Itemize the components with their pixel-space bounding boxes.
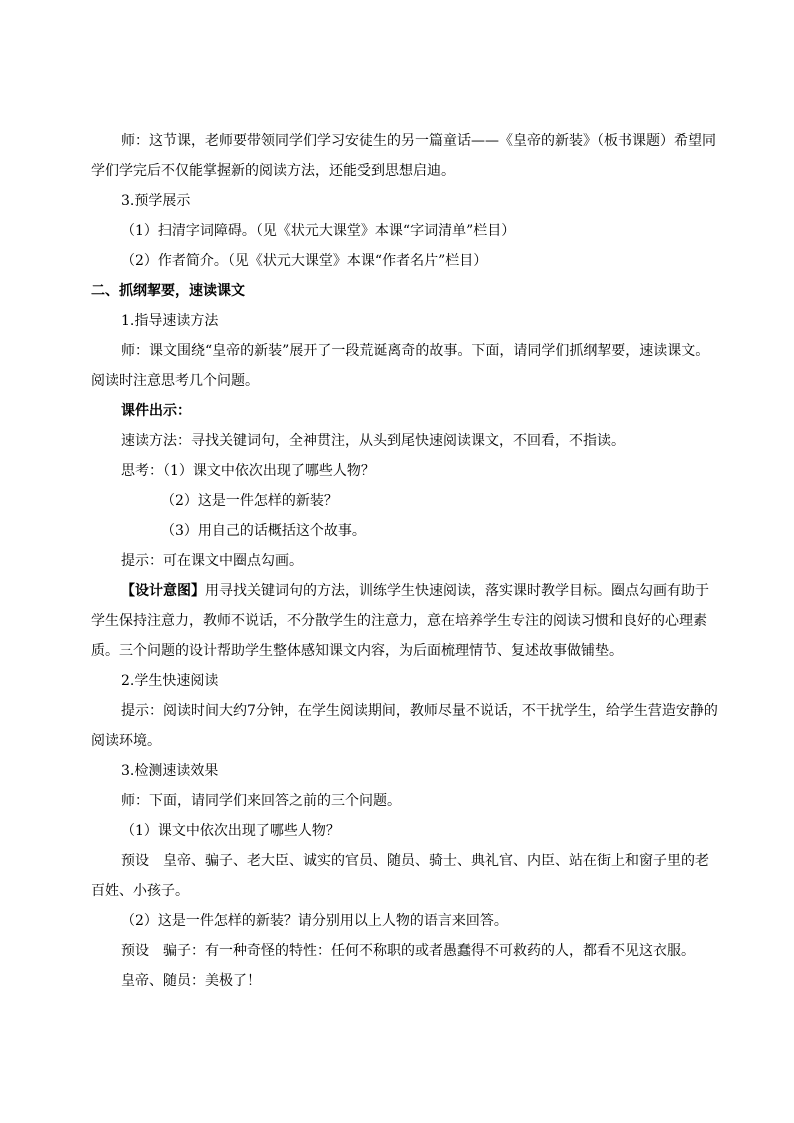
heading-reading-method: 1.指导速读方法 <box>121 313 219 329</box>
answer-emperor: 皇帝、随员：美极了！ <box>121 973 261 989</box>
question-2: （2）这是一件怎样的新装？ <box>161 493 338 509</box>
paragraph-teacher-intro: 师：这节课，老师要带领同学们学习安徒生的另一篇童话——《皇帝的新装》（板书课题）希望同学们学完后不仅能掌握新的阅读方法，还能受到思想启迪。 <box>91 133 716 179</box>
paragraph-author-intro: （2）作者简介。（见《状元大课堂》本课“作者名片”栏目） <box>121 253 488 269</box>
design-intent-label: 【设计意图】 <box>121 583 205 599</box>
paragraph-teacher-guide: 师：课文围绕“皇帝的新装”展开了一段荒诞离奇的故事。下面，请同学们抓纲挈要，速读课文。阅读时注意思考几个问题。 <box>91 343 710 389</box>
heading-preview-display: 3.预学展示 <box>121 193 191 209</box>
question-1: 思考：（1）课文中依次出现了哪些人物？ <box>121 463 375 479</box>
paragraph-reading-hint: 提示：阅读时间大约7分钟，在学生阅读期间，教师尽量不说话，不干扰学生，给学生营造安静的阅读环境。 <box>91 703 718 749</box>
question-new-clothes: （2）这是一件怎样的新装？请分别用以上人物的语言来回答。 <box>121 913 508 929</box>
answer-swindlers: 预设 骗子：有一种奇怪的特性：任何不称职的或者愚蠢得不可救药的人，都看不见这衣服。 <box>121 943 695 959</box>
paragraph-hint: 提示：可在课文中圈点勾画。 <box>121 553 303 569</box>
document-body <box>91 126 719 996</box>
question-3: （3）用自己的话概括这个故事。 <box>161 523 366 539</box>
paragraph-teacher-question: 师：下面，请同学们来回答之前的三个问题。 <box>121 793 401 809</box>
question-characters: （1）课文中依次出现了哪些人物？ <box>121 823 340 839</box>
paragraph-vocabulary: （1）扫清字词障碍。（见《状元大课堂》本课“字词清单”栏目） <box>121 223 516 239</box>
paragraph-speed-method: 速读方法：寻找关键词句，全神贯注，从头到尾快速阅读课文，不回看，不指读。 <box>121 433 625 449</box>
paragraph-design-intent <box>91 576 719 666</box>
heading-check-effect: 3.检测速读效果 <box>121 763 219 779</box>
section-heading-speed-reading: 二、抓纲挈要，速读课文 <box>91 283 245 299</box>
answer-characters: 预设 皇帝、骗子、老大臣、诚实的官员、随员、骑士、典礼官、内臣、站在街上和窗子里的老百姓、小孩子。 <box>91 853 709 899</box>
heading-student-reading: 2.学生快速阅读 <box>121 673 219 689</box>
design-intent-text: 用寻找关键词句的方法，训练学生快速阅读，落实课时教学目标。圈点勾画有助于学生保持注意力，教师不说话，不分散学生的注意力，意在培养学生专注的阅读习惯和良好的心理素质。三个问题的设计帮助学生整体感知课文内容，为后面梳理情节、复述故事做铺垫。 <box>91 583 709 659</box>
label-courseware: 课件出示： <box>121 403 191 419</box>
